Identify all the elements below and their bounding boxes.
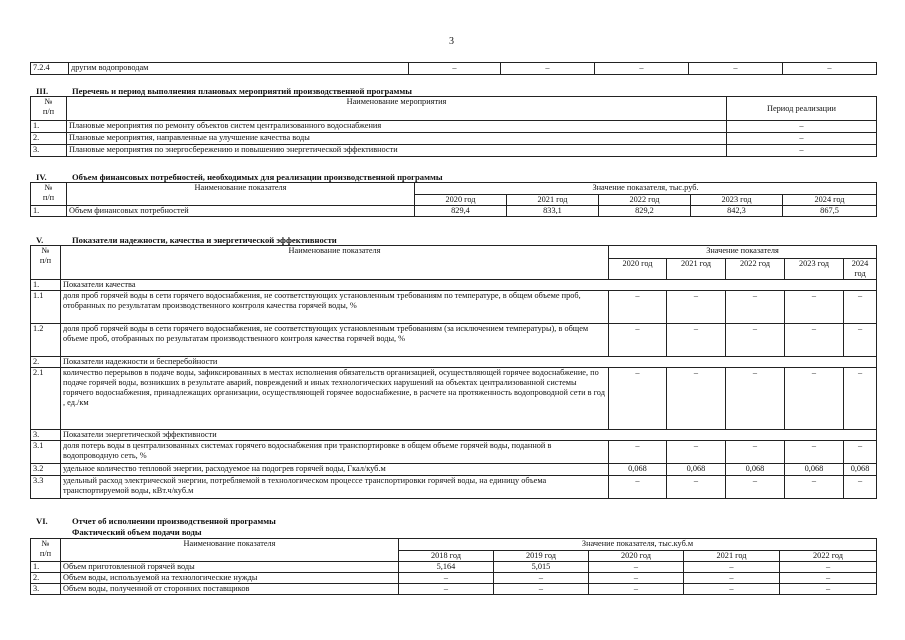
cell-value: –	[589, 573, 684, 584]
cell-value: –	[609, 291, 667, 324]
table-row	[31, 368, 877, 430]
table-row	[31, 133, 877, 145]
header-year: 2024 год	[844, 259, 877, 280]
cell-value: 842,3	[691, 206, 783, 217]
table-row	[31, 324, 877, 357]
cell-value: –	[667, 324, 726, 357]
row-name: Плановые мероприятия по ремонту объектов систем централизованного водоснабжения	[67, 121, 727, 133]
header-year: 2022 год	[780, 551, 877, 562]
section-title: Показатели надежности, качества и энергетической эффективности	[72, 235, 337, 245]
header-year: 2023 год	[691, 195, 783, 206]
group-row	[31, 430, 877, 441]
section-heading	[36, 516, 276, 526]
table-row	[31, 573, 877, 584]
cell-value: –	[783, 63, 877, 75]
row-number: 1.	[31, 121, 67, 133]
table-header	[31, 246, 877, 259]
row-number: 1.	[31, 206, 67, 217]
row-name: Плановые мероприятия, направленные на улучшение качества воды	[67, 133, 727, 145]
row-name: другим водопроводам	[69, 63, 409, 75]
cell-value: –	[609, 324, 667, 357]
section-number: IV.	[36, 172, 47, 182]
cell-value: –	[609, 441, 667, 464]
cell-value: –	[667, 291, 726, 324]
cell-value: 867,5	[783, 206, 877, 217]
row-period: –	[727, 133, 877, 145]
table-row	[31, 464, 877, 476]
cell-value: –	[399, 584, 494, 595]
table-row	[31, 291, 877, 324]
header-name: Наименование мероприятия	[67, 97, 727, 121]
cell-value: 0,068	[667, 464, 726, 476]
header-name: Наименование показателя	[61, 246, 609, 280]
section-title: Перечень и период выполнения плановых мероприятий производственной программы	[72, 86, 412, 96]
row-name: Плановые мероприятия по энергосбережению и повышению энергетической эффективности	[67, 145, 727, 157]
cell-value: 0,068	[844, 464, 877, 476]
cell-value: 5,015	[494, 562, 589, 573]
header-year: 2020 год	[415, 195, 507, 206]
header-year: 2022 год	[599, 195, 691, 206]
cell-value: –	[785, 441, 844, 464]
table-row	[31, 441, 877, 464]
table-row	[31, 206, 877, 217]
table-row	[31, 145, 877, 157]
row-name: Объем воды, полученной от сторонних поставщиков	[61, 584, 399, 595]
header-year: 2024 год	[783, 195, 877, 206]
cell-value: –	[667, 441, 726, 464]
section-number: VI.	[36, 516, 48, 526]
row-name: удельное количество тепловой энергии, расходуемое на подогрев горячей воды, Гкал/куб.м	[61, 464, 609, 476]
table-row	[31, 562, 877, 573]
row-number: 3.	[31, 145, 67, 157]
row-number: 2.1	[31, 368, 61, 430]
row-name: Объем финансовых потребностей	[67, 206, 415, 217]
header-number: № п/п	[31, 183, 67, 206]
header-year: 2023 год	[785, 259, 844, 280]
financial-table	[30, 182, 877, 217]
cell-value: 833,1	[507, 206, 599, 217]
table-header	[31, 539, 877, 551]
section-number: III.	[36, 86, 49, 96]
header-year: 2021 год	[667, 259, 726, 280]
cell-value: –	[726, 476, 785, 499]
cell-value: –	[780, 584, 877, 595]
cell-value: 829,4	[415, 206, 507, 217]
cell-value: 0,068	[785, 464, 844, 476]
cell-value: 5,164	[399, 562, 494, 573]
row-name: доля проб горячей воды в сети горячего водоснабжения, не соответствующих установленным требованиям (за исключением температуры), в общем объеме проб, отобранных по результатам производственного контроля качества горячей воды, %	[61, 324, 609, 357]
row-number: 3.1	[31, 441, 61, 464]
table-row	[31, 476, 877, 499]
cell-value: –	[589, 562, 684, 573]
row-number: 3.2	[31, 464, 61, 476]
row-name: доля проб горячей воды в сети горячего водоснабжения, не соответствующих установленным требованиям по температуре, в общем объеме проб, отобранных по результатам производственного контроля качества горячей воды, %	[61, 291, 609, 324]
indicators-table	[30, 245, 877, 499]
cell-value: –	[609, 476, 667, 499]
cell-value: 829,2	[599, 206, 691, 217]
header-value: Значение показателя, тыс.руб.	[415, 183, 877, 195]
section-heading	[36, 235, 337, 245]
cell-value: 0,068	[609, 464, 667, 476]
header-year: 2018 год	[399, 551, 494, 562]
cell-value: –	[667, 368, 726, 430]
header-number: № п/п	[31, 539, 61, 562]
cell-value: –	[667, 476, 726, 499]
row-number: 3.	[31, 584, 61, 595]
cell-value: –	[844, 441, 877, 464]
table-row	[31, 584, 877, 595]
cell-value: –	[726, 291, 785, 324]
header-year: 2021 год	[507, 195, 599, 206]
section-title: Объем финансовых потребностей, необходимых для реализации производственной программы	[72, 172, 443, 182]
header-year: 2019 год	[494, 551, 589, 562]
row-number: 2.	[31, 133, 67, 145]
cell-value: –	[409, 63, 501, 75]
row-number: 3.3	[31, 476, 61, 499]
header-year: 2021 год	[684, 551, 780, 562]
table-header	[31, 183, 877, 195]
header-name: Наименование показателя	[67, 183, 415, 206]
cell-value: –	[684, 573, 780, 584]
header-value: Значение показателя	[609, 246, 877, 259]
row-name: Объем воды, используемой на технологические нужды	[61, 573, 399, 584]
section-heading	[36, 86, 412, 96]
row-name: Показатели надежности и бесперебойности	[61, 357, 877, 368]
row-number: 2.	[31, 357, 61, 368]
continuation-table	[30, 62, 877, 75]
cell-value: –	[785, 324, 844, 357]
cell-value: –	[844, 324, 877, 357]
report-table	[30, 538, 877, 595]
row-number: 1.	[31, 562, 61, 573]
section-heading	[36, 172, 443, 182]
cell-value: 0,068	[726, 464, 785, 476]
cell-value: –	[726, 324, 785, 357]
header-value: Значение показателя, тыс.куб.м	[399, 539, 877, 551]
row-period: –	[727, 121, 877, 133]
cell-value: –	[785, 476, 844, 499]
cell-value: –	[609, 368, 667, 430]
table-row	[31, 63, 877, 75]
cell-value: –	[684, 562, 780, 573]
cell-value: –	[785, 291, 844, 324]
row-number: 2.	[31, 573, 61, 584]
page-number: 3	[449, 36, 454, 47]
table-row	[31, 121, 877, 133]
header-period: Период реализации	[727, 97, 877, 121]
cell-value: –	[844, 368, 877, 430]
row-number: 1.1	[31, 291, 61, 324]
cell-value: –	[785, 368, 844, 430]
table-header	[31, 97, 877, 121]
row-number: 1.	[31, 280, 61, 291]
cell-value: –	[726, 368, 785, 430]
cell-value: –	[595, 63, 689, 75]
cell-value: –	[844, 476, 877, 499]
row-number: 1.2	[31, 324, 61, 357]
row-name: Показатели энергетической эффективности	[61, 430, 877, 441]
row-name: доля потерь воды в централизованных системах горячего водоснабжения при транспортировке в общем объеме горячей воды, поданной в водопроводную сеть, %	[61, 441, 609, 464]
header-number: № п/п	[31, 97, 67, 121]
row-number: 7.2.4	[31, 63, 69, 75]
cell-value: –	[844, 291, 877, 324]
cell-value: –	[589, 584, 684, 595]
cell-value: –	[494, 573, 589, 584]
header-year: 2022 год	[726, 259, 785, 280]
row-name: Показатели качества	[61, 280, 877, 291]
row-name: Объем приготовленной горячей воды	[61, 562, 399, 573]
cell-value: –	[494, 584, 589, 595]
activities-table	[30, 96, 877, 157]
row-name: количество перерывов в подаче воды, зафиксированных в местах исполнения обязательств организацией, осуществляющей горячее водоснабжение, по подаче горячей воды, возникших в результате аварий, повреждений и иных технологических нарушений на объектах централизованной системы горячего водоснабжения, принадлежащих организации, осуществляющей горячее водоснабжение, в расчете на протяженность водопроводной сети в год , ед./км	[61, 368, 609, 430]
group-row	[31, 357, 877, 368]
cell-value: –	[501, 63, 595, 75]
cell-value: –	[780, 573, 877, 584]
row-number: 3.	[31, 430, 61, 441]
cell-value: –	[399, 573, 494, 584]
header-number: № п/п	[31, 246, 61, 280]
cell-value: –	[689, 63, 783, 75]
header-year: 2020 год	[609, 259, 667, 280]
section-number: V.	[36, 235, 44, 245]
header-name: Наименование показателя	[61, 539, 399, 562]
cell-value: –	[684, 584, 780, 595]
group-row	[31, 280, 877, 291]
cell-value: –	[780, 562, 877, 573]
row-name: удельный расход электрической энергии, потребляемой в технологическом процессе транспортировки горячей воды, на единицу объема транспортируемой воды, кВт.ч/куб.м	[61, 476, 609, 499]
cell-value: –	[726, 441, 785, 464]
header-year: 2020 год	[589, 551, 684, 562]
section-title: Отчет об исполнении производственной программы	[72, 516, 276, 526]
row-period: –	[727, 145, 877, 157]
section-subtitle: Фактический объем подачи воды	[72, 527, 202, 537]
